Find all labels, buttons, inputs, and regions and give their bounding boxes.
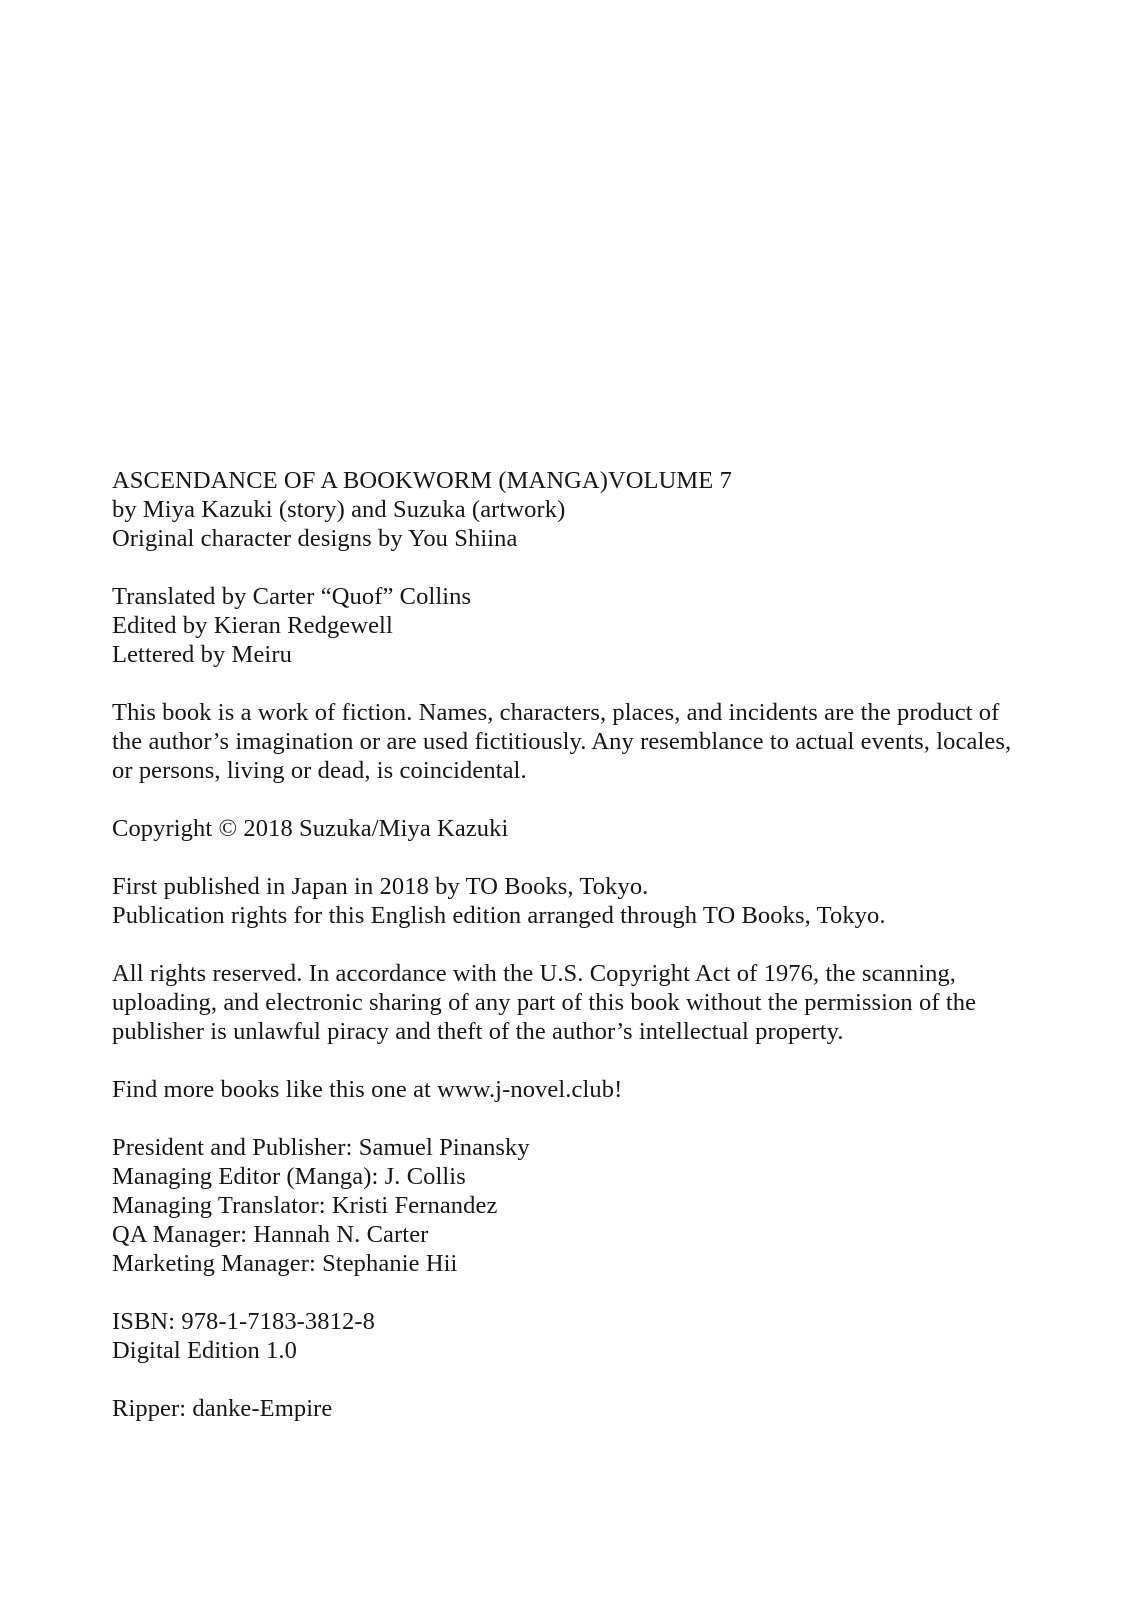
disclaimer-line: This book is a work of fiction. Names, characters, places, and incidents are the product of (112, 699, 1000, 726)
staff-line: Managing Translator: Kristi Fernandez (112, 1192, 498, 1219)
digital-edition-line: Digital Edition 1.0 (112, 1337, 297, 1364)
rights-reserved-block (112, 959, 1017, 1046)
edition-block (112, 1307, 1017, 1365)
publication-block (112, 872, 1017, 930)
staff-line: Marketing Manager: Stephanie Hii (112, 1250, 458, 1277)
staff-block (112, 1133, 1017, 1278)
credits-block (112, 582, 1017, 669)
publication-line: First published in Japan in 2018 by TO Books, Tokyo. (112, 873, 649, 900)
ripper-line: Ripper: danke-Empire (112, 1395, 333, 1422)
author-byline: by Miya Kazuki (story) and Suzuka (artwork) (112, 496, 566, 523)
copyright-notice (112, 814, 1017, 843)
rights-line: All rights reserved. In accordance with the U.S. Copyright Act of 1976, the scanning, (112, 960, 957, 987)
rights-line: publisher is unlawful piracy and theft of the author’s intellectual property. (112, 1018, 844, 1045)
ripper-block (112, 1394, 1017, 1423)
copyright-line: Copyright © 2018 Suzuka/Miya Kazuki (112, 815, 509, 842)
character-designs-credit: Original character designs by You Shiina (112, 525, 518, 552)
fiction-disclaimer (112, 698, 1017, 785)
staff-line: QA Manager: Hannah N. Carter (112, 1221, 429, 1248)
editor-credit: Edited by Kieran Redgewell (112, 612, 393, 639)
disclaimer-line: the author’s imagination or are used fictitiously. Any resemblance to actual events, locales, (112, 728, 1012, 755)
translator-credit: Translated by Carter “Quof” Collins (112, 583, 472, 610)
letterer-credit: Lettered by Meiru (112, 641, 292, 668)
title-block (112, 466, 1017, 553)
rights-line: uploading, and electronic sharing of any part of this book without the permission of the (112, 989, 977, 1016)
isbn-line: ISBN: 978-1-7183-3812-8 (112, 1308, 375, 1335)
publication-line: Publication rights for this English edition arranged through TO Books, Tokyo. (112, 902, 886, 929)
find-more-block (112, 1075, 1017, 1104)
colophon-text-block (112, 466, 1017, 1423)
disclaimer-line: or persons, living or dead, is coincidental. (112, 757, 527, 784)
find-more-line: Find more books like this one at www.j-novel.club! (112, 1076, 623, 1103)
staff-line: Managing Editor (Manga): J. Collis (112, 1163, 466, 1190)
staff-line: President and Publisher: Samuel Pinansky (112, 1134, 530, 1161)
book-title: ASCENDANCE OF A BOOKWORM (MANGA)VOLUME 7 (112, 467, 732, 494)
